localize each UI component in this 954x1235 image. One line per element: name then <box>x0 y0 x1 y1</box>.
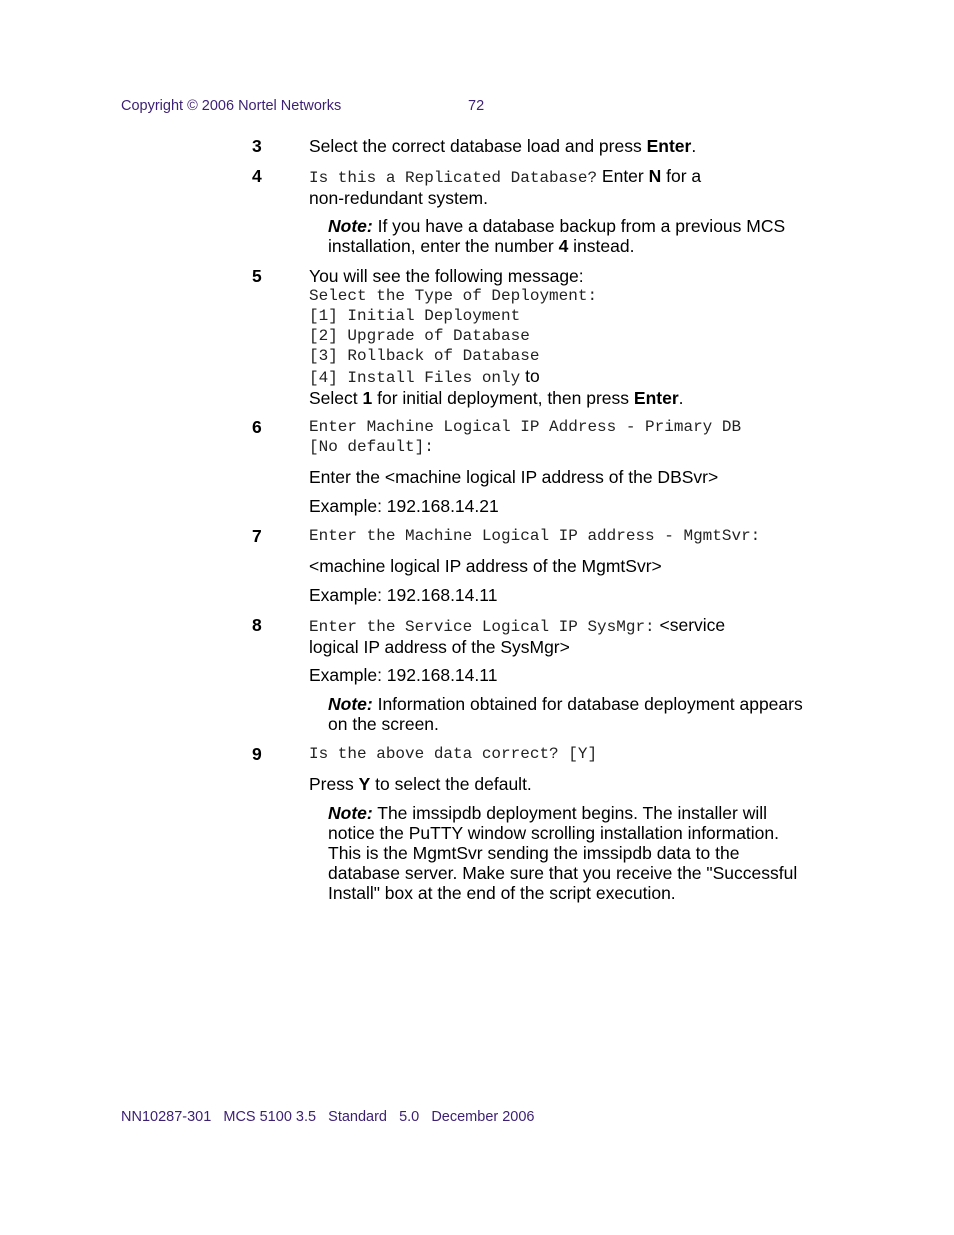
step-8-text <box>309 615 844 657</box>
step-4-bold-n: N <box>648 166 662 186</box>
step-8-note-label: Note: <box>328 694 373 714</box>
step-5-text-a: Select <box>309 388 363 408</box>
step-4-note-a: If you have a database backup from a previous MCS <box>372 216 786 236</box>
step-5-text <box>309 266 844 408</box>
step-7-code-line: Enter the Machine Logical IP address - MgmtSvr: <box>309 527 761 545</box>
step-8-text-b: logical IP address of the SysMgr> <box>309 637 570 657</box>
step-9-note-4: database server. Make sure that you receive the "Successful <box>328 863 798 883</box>
step-7-code <box>309 526 844 546</box>
step-4-code: Is this a Replicated Database? <box>309 169 598 187</box>
step-4-text <box>309 166 844 208</box>
step-5-code-4: [3] Rollback of Database <box>309 347 540 365</box>
step-4-number: 4 <box>252 166 262 186</box>
step-8-code: Enter the Service Logical IP SysMgr: <box>309 618 655 636</box>
step-8-text-a: <service <box>654 615 726 635</box>
step-9-note-2: notice the PuTTY window scrolling installation information. <box>328 823 780 843</box>
step-4-note-bold: 4 <box>558 236 569 256</box>
step-9-note-5: Install" box at the end of the script execution. <box>328 883 676 903</box>
step-9-code <box>309 744 844 764</box>
step-8-note-b: on the screen. <box>328 714 439 734</box>
step-9-number: 9 <box>252 744 262 764</box>
step-4-note <box>328 216 838 256</box>
step-9-bold-y: Y <box>358 774 371 794</box>
step-9-note-3: This is the MgmtSvr sending the imssipdb data to the <box>328 843 740 863</box>
step-5-text-b: for initial deployment, then press <box>372 388 634 408</box>
step-3-text-a: Select the correct database load and press <box>309 136 647 156</box>
step-9-note <box>328 803 838 903</box>
step-4-note-c: instead. <box>568 236 635 256</box>
step-5-bold-enter: Enter <box>633 388 679 408</box>
step-6-code-2: [No default]: <box>309 438 434 456</box>
step-4-text-b: for a <box>661 166 702 186</box>
step-9-text-b: to select the default. <box>370 774 532 794</box>
step-6-text-2: Example: 192.168.14.21 <box>309 496 499 516</box>
step-7-number: 7 <box>252 526 262 546</box>
step-5-number: 5 <box>252 266 262 286</box>
page-number: 72 <box>468 98 485 114</box>
step-9-text <box>309 774 844 794</box>
step-5-intro: You will see the following message: <box>309 266 584 286</box>
step-9-text-a: Press <box>309 774 359 794</box>
step-5-bold-1: 1 <box>362 388 373 408</box>
step-5-code-2: [1] Initial Deployment <box>309 307 521 325</box>
copyright-text: Copyright © 2006 Nortel Networks <box>121 98 342 114</box>
step-3-bold-enter: Enter <box>646 136 692 156</box>
step-8-note <box>328 694 838 734</box>
step-8-note-a: Information obtained for database deployment appears <box>372 694 803 714</box>
step-4-text-c: non-redundant system. <box>309 188 488 208</box>
step-7-text-1: <machine logical IP address of the MgmtSvr> <box>309 556 662 576</box>
step-7-text-2: Example: 192.168.14.11 <box>309 585 498 605</box>
step-9-code-line: Is the above data correct? [Y] <box>309 745 598 763</box>
step-6-code <box>309 417 844 457</box>
step-8-number: 8 <box>252 615 262 635</box>
step-9-note-label: Note: <box>328 803 373 823</box>
step-5-text-c: . <box>678 388 684 408</box>
step-3-text-b: . <box>691 136 697 156</box>
step-8-example: Example: 192.168.14.11 <box>309 665 498 685</box>
step-4-note-label: Note: <box>328 216 373 236</box>
step-3-text <box>309 136 844 156</box>
step-3-number: 3 <box>252 136 262 156</box>
step-6-number: 6 <box>252 417 262 437</box>
step-6-code-1: Enter Machine Logical IP Address - Primary DB <box>309 418 742 436</box>
step-4-text-a: Enter <box>597 166 649 186</box>
step-5-code-5: [4] Install Files only <box>309 369 521 387</box>
page-footer: NN10287-301 MCS 5100 3.5 Standard 5.0 December 2006 <box>121 1109 535 1125</box>
step-6-text-1: Enter the <machine logical IP address of the DBSvr> <box>309 467 719 487</box>
step-5-text-to: to <box>520 366 540 386</box>
step-4-note-b: installation, enter the number <box>328 236 559 256</box>
step-5-code-3: [2] Upgrade of Database <box>309 327 530 345</box>
step-5-code-1: Select the Type of Deployment: <box>309 287 598 305</box>
step-9-note-1: The imssipdb deployment begins. The installer will <box>372 803 767 823</box>
